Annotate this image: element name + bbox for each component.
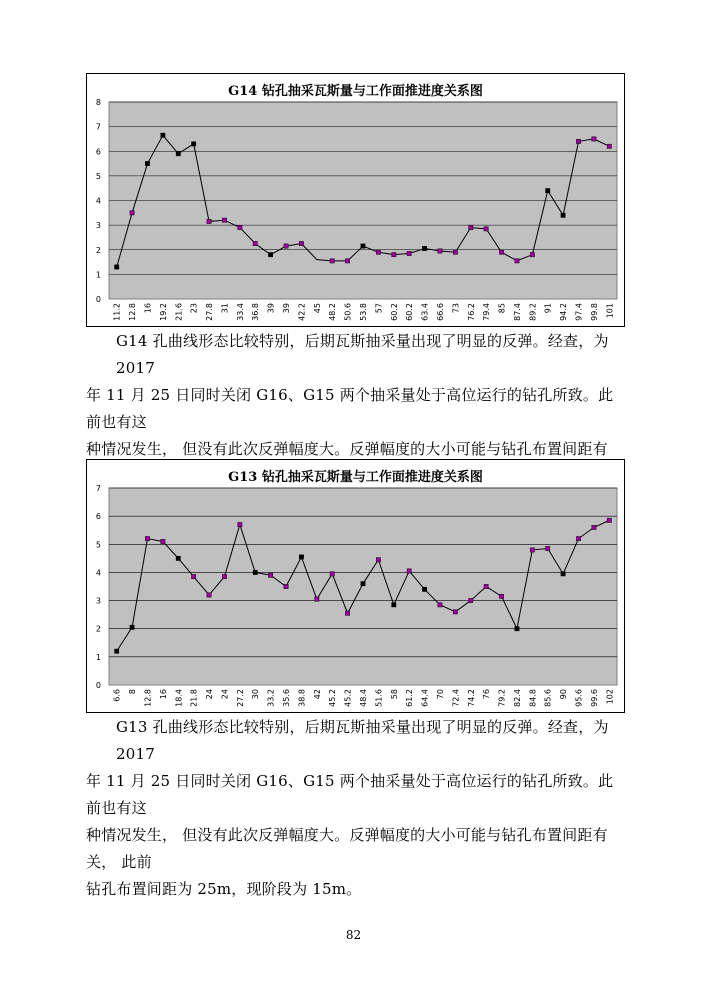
- data-point: [576, 139, 580, 143]
- x-tick-label: 87.4: [512, 303, 522, 321]
- paragraph-line: G14 孔曲线形态比较特别，后期瓦斯抽采量出现了明显的反弹。经查，为 2017: [116, 332, 609, 377]
- data-point: [592, 525, 596, 529]
- paragraph-line: 钻孔布置间距为 25m，现阶段为 15m。: [86, 880, 362, 898]
- x-tick-label: 50.6: [343, 303, 353, 321]
- paragraph-line: G13 孔曲线形态比较特别，后期瓦斯抽采量出现了明显的反弹。经查，为 2017: [116, 718, 609, 763]
- x-tick-label: 94.2: [559, 303, 569, 321]
- data-point: [376, 558, 380, 562]
- y-tick-label: 5: [95, 540, 101, 550]
- x-tick-label: 36.8: [251, 303, 261, 321]
- x-tick-label: 21.8: [189, 689, 199, 707]
- x-tick-label: 79.4: [482, 303, 492, 321]
- x-tick-label: 35.6: [282, 689, 292, 707]
- x-tick-label: 90: [559, 689, 569, 700]
- x-tick-label: 27.8: [205, 303, 215, 321]
- y-tick-label: 8: [95, 98, 101, 107]
- x-tick-label: 76: [482, 689, 492, 700]
- x-tick-label: 33.2: [266, 689, 276, 707]
- data-point: [515, 259, 519, 263]
- x-tick-label: 101: [605, 303, 615, 319]
- data-point: [268, 252, 272, 256]
- x-tick-label: 6.6: [112, 689, 122, 702]
- data-point: [392, 603, 396, 607]
- data-point: [407, 251, 411, 255]
- x-tick-label: 84.8: [528, 689, 538, 707]
- x-tick-label: 63.4: [420, 303, 430, 321]
- x-tick-label: 33.4: [235, 303, 245, 321]
- data-point: [299, 241, 303, 245]
- x-tick-label: 42: [312, 689, 322, 700]
- data-point: [161, 133, 165, 137]
- data-point: [484, 227, 488, 231]
- y-tick-label: 2: [95, 245, 101, 255]
- y-tick-label: 1: [95, 652, 101, 662]
- x-tick-label: 97.4: [574, 303, 584, 321]
- x-tick-label: 48.4: [359, 689, 368, 707]
- x-tick-label: 21.6: [174, 303, 184, 321]
- data-point: [268, 573, 272, 577]
- paragraph-line: 年 11 月 25 日同时关闭 G16、G15 两个抽采量处于高位运行的钻孔所致。此前也有这: [86, 386, 614, 431]
- x-tick-label: 66.6: [435, 303, 445, 321]
- chart-g14: [86, 73, 625, 327]
- data-point: [376, 250, 380, 254]
- x-tick-label: 24: [205, 689, 215, 700]
- data-point: [515, 627, 519, 631]
- x-tick-label: 42.2: [297, 303, 307, 321]
- x-tick-label: 57: [374, 303, 384, 314]
- data-point: [222, 574, 226, 578]
- x-tick-label: 74.2: [466, 689, 476, 707]
- data-point: [469, 225, 473, 229]
- data-point: [315, 597, 319, 601]
- data-point: [484, 584, 488, 588]
- y-tick-label: 3: [95, 596, 101, 606]
- x-tick-label: 23: [189, 303, 199, 314]
- data-point: [114, 265, 118, 269]
- x-tick-label: 45: [312, 303, 322, 314]
- chart-g14-svg: [87, 74, 624, 326]
- data-point: [330, 572, 334, 576]
- data-point: [114, 649, 118, 653]
- chart-g13: [86, 459, 625, 713]
- x-tick-label: 30: [251, 689, 261, 700]
- data-point: [253, 570, 257, 574]
- data-point: [130, 211, 134, 215]
- x-tick-label: 16: [158, 689, 168, 700]
- chart-title: G13 钻孔抽采瓦斯量与工作面推进度关系图: [228, 470, 483, 485]
- data-point: [191, 574, 195, 578]
- data-point: [284, 244, 288, 248]
- x-tick-label: 60.2: [405, 303, 415, 321]
- y-tick-label: 4: [95, 196, 101, 206]
- data-point: [299, 555, 303, 559]
- x-tick-label: 53.8: [359, 303, 368, 321]
- data-point: [207, 593, 211, 597]
- data-point: [530, 548, 534, 552]
- data-point: [453, 610, 457, 614]
- data-point: [222, 218, 226, 222]
- x-tick-label: 51.6: [374, 689, 384, 707]
- x-tick-label: 27.2: [235, 689, 245, 707]
- y-tick-label: 3: [95, 221, 101, 231]
- x-tick-label: 72.4: [451, 689, 461, 707]
- x-tick-label: 70: [435, 689, 445, 700]
- data-point: [546, 546, 550, 550]
- plot-area: [109, 488, 617, 685]
- data-point: [561, 572, 565, 576]
- data-point: [499, 594, 503, 598]
- x-tick-label: 39: [282, 303, 292, 314]
- page-number: 82: [345, 928, 362, 942]
- x-tick-label: 11.2: [112, 303, 122, 321]
- x-tick-label: 102: [605, 689, 615, 705]
- data-point: [422, 587, 426, 591]
- data-point: [438, 249, 442, 253]
- data-point: [530, 252, 534, 256]
- y-tick-label: 6: [95, 147, 101, 157]
- data-point: [453, 250, 457, 254]
- data-point: [345, 611, 349, 615]
- x-tick-label: 45.2: [343, 689, 353, 707]
- y-tick-label: 7: [95, 484, 101, 493]
- data-point: [130, 625, 134, 629]
- data-point: [238, 225, 242, 229]
- data-point: [145, 161, 149, 165]
- data-point: [438, 603, 442, 607]
- x-tick-label: 12.8: [143, 689, 153, 707]
- x-tick-label: 85: [497, 303, 507, 314]
- x-tick-label: 19.2: [158, 303, 168, 321]
- x-tick-label: 85.6: [543, 689, 553, 707]
- paragraph-line: 年 11 月 25 日同时关闭 G16、G15 两个抽采量处于高位运行的钻孔所致。此前也有这: [86, 772, 614, 817]
- data-point: [546, 188, 550, 192]
- x-tick-label: 45.2: [328, 689, 338, 707]
- data-point: [207, 219, 211, 223]
- y-tick-label: 1: [95, 270, 101, 280]
- data-point: [407, 569, 411, 573]
- x-tick-label: 60.2: [389, 303, 399, 321]
- data-point: [576, 536, 580, 540]
- data-point: [330, 259, 334, 263]
- x-tick-label: 99.6: [589, 689, 599, 707]
- y-tick-label: 7: [95, 122, 101, 132]
- data-point: [592, 137, 596, 141]
- x-tick-label: 24: [220, 689, 230, 700]
- paragraph-line: 种情况发生， 但没有此次反弹幅度大。反弹幅度的大小可能与钻孔布置间距有: [86, 440, 608, 458]
- x-tick-label: 89.2: [528, 303, 538, 321]
- paragraph-g13: [86, 714, 626, 903]
- y-tick-label: 0: [95, 295, 101, 304]
- x-tick-label: 8: [128, 689, 138, 695]
- data-point: [392, 252, 396, 256]
- x-tick-label: 38.8: [297, 689, 307, 707]
- data-point: [145, 536, 149, 540]
- data-point: [361, 581, 365, 585]
- data-point: [607, 518, 611, 522]
- y-tick-label: 2: [95, 624, 101, 634]
- data-point: [469, 598, 473, 602]
- data-point: [191, 142, 195, 146]
- x-tick-label: 58: [389, 689, 399, 700]
- x-tick-label: 12.8: [128, 303, 138, 321]
- data-point: [422, 246, 426, 250]
- x-tick-label: 79.2: [497, 689, 507, 707]
- x-tick-label: 61.2: [405, 689, 415, 707]
- x-tick-label: 64.4: [420, 689, 430, 707]
- x-tick-label: 82.4: [512, 689, 522, 707]
- x-tick-label: 16: [143, 303, 153, 314]
- x-tick-label: 76.2: [466, 303, 476, 321]
- y-tick-label: 4: [95, 568, 101, 578]
- y-tick-label: 0: [95, 681, 101, 690]
- data-point: [561, 213, 565, 217]
- chart-title: G14 钻孔抽采瓦斯量与工作面推进度关系图: [228, 84, 483, 99]
- x-tick-label: 73: [451, 303, 461, 314]
- paragraph-line: 种情况发生， 但没有此次反弹幅度大。反弹幅度的大小可能与钻孔布置间距有关， 此前: [86, 826, 608, 871]
- x-tick-label: 48.2: [328, 303, 338, 321]
- y-tick-label: 5: [95, 171, 101, 181]
- x-tick-label: 31: [220, 303, 230, 314]
- data-point: [253, 241, 257, 245]
- data-point: [238, 522, 242, 526]
- x-tick-label: 95.6: [574, 689, 584, 707]
- data-point: [361, 244, 365, 248]
- data-point: [176, 556, 180, 560]
- data-point: [161, 539, 165, 543]
- data-point: [176, 152, 180, 156]
- x-tick-label: 91: [543, 303, 553, 314]
- chart-g13-svg: [87, 460, 624, 712]
- x-tick-label: 18.4: [174, 689, 184, 707]
- data-point: [284, 584, 288, 588]
- data-point: [345, 259, 349, 263]
- data-point: [499, 250, 503, 254]
- x-tick-label: 39: [266, 303, 276, 314]
- data-point: [607, 144, 611, 148]
- y-tick-label: 6: [95, 512, 101, 522]
- x-tick-label: 99.8: [589, 303, 599, 321]
